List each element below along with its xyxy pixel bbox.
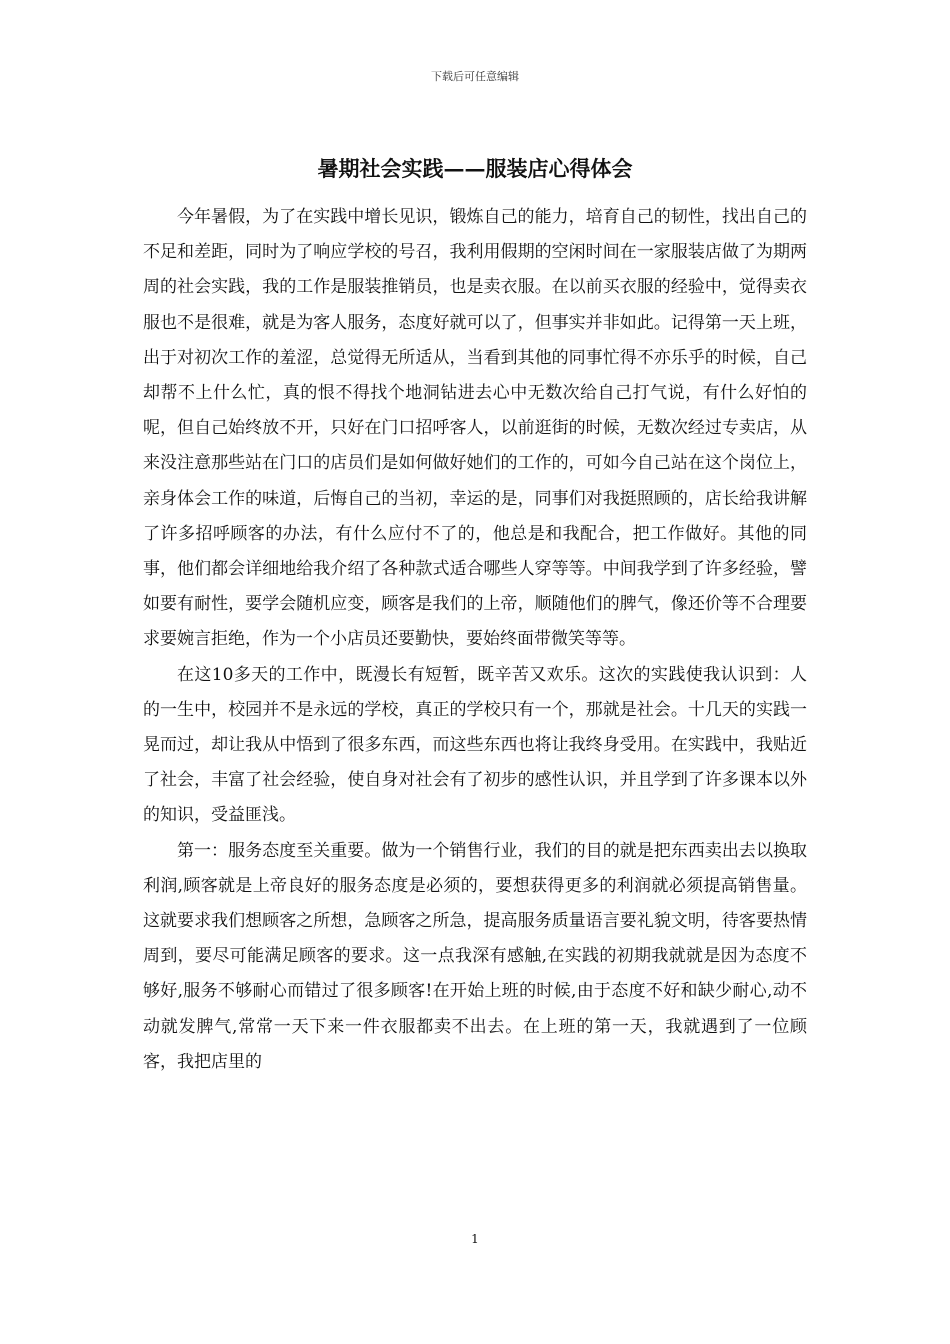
document-title: 暑期社会实践——服装店心得体会 — [317, 156, 633, 181]
paragraph: 今年暑假，为了在实践中增长见识，锻炼自己的能力，培育自己的韧性，找出自己的不足和差距，同时为了响应学校的号召，我利用假期的空闲时间在一家服装店做了为期两周的社会实践，我的工作是服装推销员，也是卖衣服。在以前买衣服的经验中，觉得卖衣服也不是很难，就是为客人服务，态度好就可以了，但事实并非如此。记得第一天上班，出于对初次工作的羞涩，总觉得无所适从，当看到其他的同事忙得不亦乐乎的时候，自己却帮不上什么忙，真的恨不得找个地洞钻进去心中无数次给自己打气说，有什么好怕的呢，但自己始终放不开，只好在门口招呼客人，以前逛街的时候，无数次经过专卖店，从来没注意那些站在门口的店员们是如何做好她们的工作的，可如今自己站在这个岗位上，亲身体会工作的味道，后悔自己的当初，幸运的是，同事们对我挺照顾的，店长给我讲解了许多招呼顾客的办法，有什么应付不了的，他总是和我配合，把工作做好。其他的同事，他们都会详细地给我介绍了各种款式适合哪些人穿等等。中间我学到了许多经验，譬如要有耐性，要学会随机应变，顾客是我们的上帝，顺随他们的脾气，像还价等不合理要求要婉言拒绝，作为一个小店员还要勤快，要始终面带微笑等等。 — [143, 207, 807, 650]
document-body — [143, 200, 807, 1080]
paragraph: 在这10多天的工作中，既漫长有短暂，既辛苦又欢乐。这次的实践使我认识到：人的一生中，校园并不是永远的学校，真正的学校只有一个，那就是社会。十几天的实践一晃而过，却让我从中悟到了很多东西，而这些东西也将让我终身受用。在实践中，我贴近了社会，丰富了社会经验，使自身对社会有了初步的感性认识，并且学到了许多课本以外的知识，受益匪浅。 — [143, 664, 807, 826]
page-number: 1 — [471, 1232, 479, 1246]
page-header: 下载后可任意编辑 — [431, 70, 519, 83]
paragraph: 第一：服务态度至关重要。做为一个销售行业，我们的目的就是把东西卖出去以换取利润,顾客就是上帝良好的服务态度是必须的，要想获得更多的利润就必须提高销售量。这就要求我们想顾客之所想，急顾客之所急，提高服务质量语言要礼貌文明，待客要热情周到，要尽可能满足顾客的要求。这一点我深有感触,在实践的初期我就就是因为态度不够好,服务不够耐心而错过了很多顾客!在开始上班的时候,由于态度不好和缺少耐心,动不动就发脾气,常常一天下来一件衣服都卖不出去。在上班的第一天，我就遇到了一位顾客，我把店里的 — [143, 840, 807, 1072]
